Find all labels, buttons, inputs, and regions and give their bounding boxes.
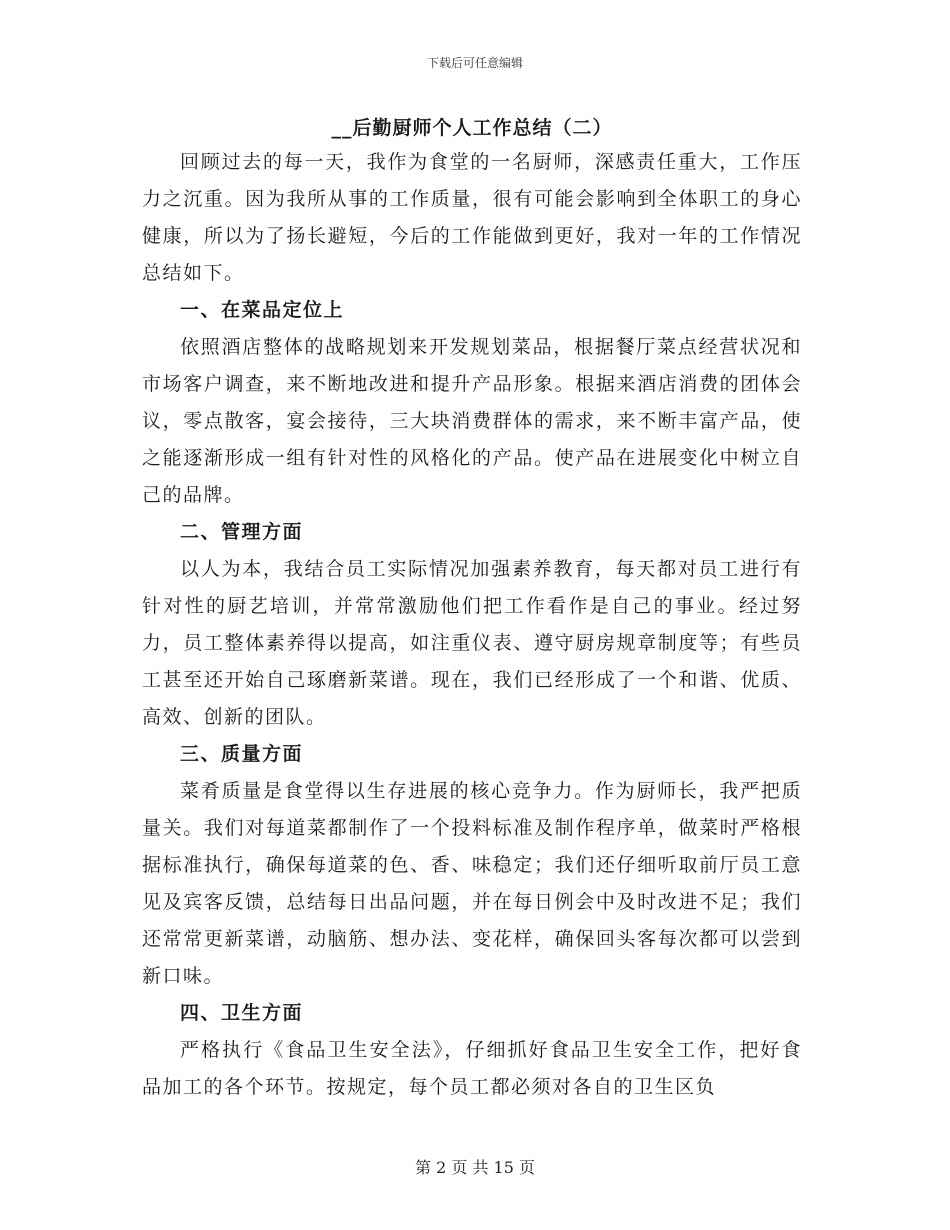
- document-body: [142, 112, 802, 1106]
- document-title: __后勤厨师个人工作总结（二）: [331, 117, 613, 139]
- section-heading-4: 四、卫生方面: [180, 1002, 304, 1024]
- intro-paragraph: 回顾过去的每一天，我作为食堂的一名厨师，深感责任重大，工作压力之沉重。因为我所从事的工作质量，很有可能会影响到全体职工的身心健康，所以为了扬长避短，今后的工作能做到更好，我对一年的工作情况总结如下。: [142, 151, 802, 284]
- section-heading-2: 二、管理方面: [180, 521, 304, 543]
- page-header-note: 下载后可任意编辑: [426, 56, 523, 70]
- page-number-footer: 第 2 页 共 15 页: [415, 1158, 535, 1177]
- section-body-3: 菜肴质量是食堂得以生存进展的核心竞争力。作为厨师长，我严把质量关。我们对每道菜都制作了一个投料标准及制作程序单，做菜时严格根据标准执行，确保每道菜的色、香、味稳定；我们还仔细听取前厅员工意见及宾客反馈，总结每日出品问题，并在每日例会中及时改进不足；我们还常常更新菜谱，动脑筋、想办法、变花样，确保回头客每次都可以尝到新口味。: [142, 780, 802, 987]
- section-body-4: 严格执行《食品卫生安全法》，仔细抓好食品卫生安全工作，把好食品加工的各个环节。按规定，每个员工都必须对各自的卫生区负: [142, 1039, 802, 1098]
- section-body-2: 以人为本，我结合员工实际情况加强素养教育，每天都对员工进行有针对性的厨艺培训，并常常激励他们把工作看作是自己的事业。经过努力，员工整体素养得以提高，如注重仪表、遵守厨房规章制度等；有些员工甚至还开始自己琢磨新菜谱。现在，我们已经形成了一个和谐、优质、高效、创新的团队。: [142, 558, 802, 728]
- section-heading-3: 三、质量方面: [180, 743, 304, 765]
- section-body-1: 依照酒店整体的战略规划来开发规划菜品，根据餐厅菜点经营状况和市场客户调查，来不断地改进和提升产品形象。根据来酒店消费的团体会议，零点散客，宴会接待，三大块消费群体的需求，来不断丰富产品，使之能逐渐形成一组有针对性的风格化的产品。使产品在进展变化中树立自己的品牌。: [142, 336, 802, 506]
- section-heading-1: 一、在菜品定位上: [180, 299, 345, 321]
